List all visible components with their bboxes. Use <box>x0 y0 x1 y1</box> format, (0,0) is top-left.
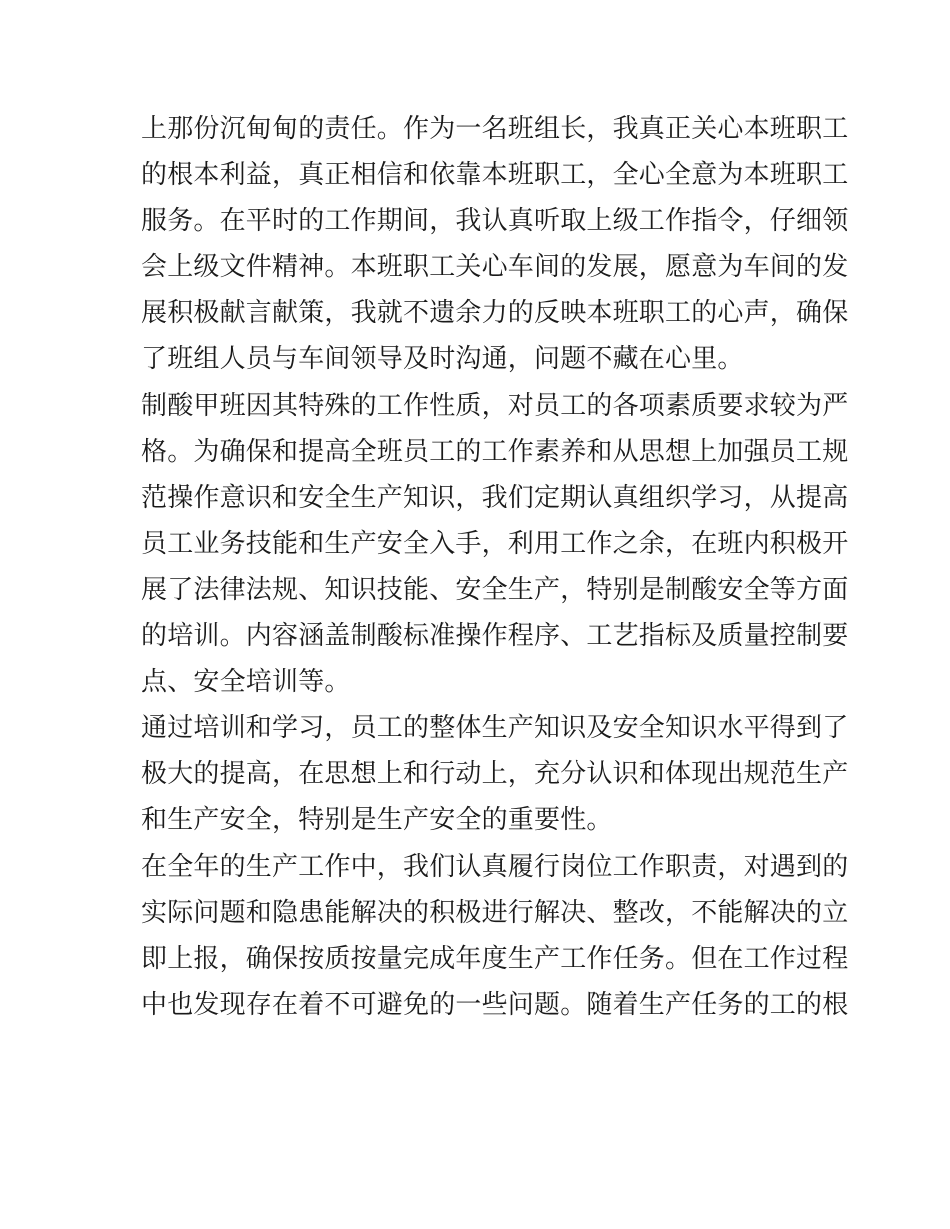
text-line: 员工业务技能和生产安全入手，利用工作之余，在班内积极开 <box>141 528 849 559</box>
text-line: 实际问题和隐患能解决的积极进行解决、整改，不能解决的立 <box>141 897 849 928</box>
text-line: 会上级文件精神。本班职工关心车间的发展，愿意为车间的发 <box>141 252 849 283</box>
text-line: 范操作意识和安全生产知识，我们定期认真组织学习，从提高 <box>141 482 849 513</box>
text-line: 的培训。内容涵盖制酸标准操作程序、工艺指标及质量控制要 <box>141 621 849 652</box>
text-line: 展了法律法规、知识技能、安全生产，特别是制酸安全等方面 <box>141 574 849 605</box>
text-line: 中也发现存在着不可避免的一些问题。随着生产任务的工的根 <box>141 989 849 1020</box>
text-line: 即上报，确保按质按量完成年度生产工作任务。但在工作过程 <box>141 943 849 974</box>
text-line: 极大的提高，在思想上和行动上，充分认识和体现出规范生产 <box>141 759 849 790</box>
text-line: 制酸甲班因其特殊的工作性质，对员工的各项素质要求较为严 <box>141 390 849 421</box>
text-line: 服务。在平时的工作期间，我认真听取上级工作指令，仔细领 <box>141 206 849 237</box>
text-line: 和生产安全，特别是生产安全的重要性。 <box>141 805 613 836</box>
text-line: 点、安全培训等。 <box>141 667 351 698</box>
text-line: 的根本利益，真正相信和依靠本班职工，全心全意为本班职工 <box>141 160 849 191</box>
text-line: 通过培训和学习，员工的整体生产知识及安全知识水平得到了 <box>141 713 849 744</box>
text-line: 展积极献言献策，我就不遗余力的反映本班职工的心声，确保 <box>141 298 849 329</box>
text-line: 了班组人员与车间领导及时沟通，问题不藏在心里。 <box>141 344 744 375</box>
text-line: 上那份沉甸甸的责任。作为一名班组长，我真正关心本班职工 <box>141 114 849 144</box>
text-line: 格。为确保和提高全班员工的工作素养和从思想上加强员工规 <box>141 436 849 467</box>
document-body <box>141 106 849 1028</box>
text-line: 在全年的生产工作中，我们认真履行岗位工作职责，对遇到的 <box>141 851 849 882</box>
